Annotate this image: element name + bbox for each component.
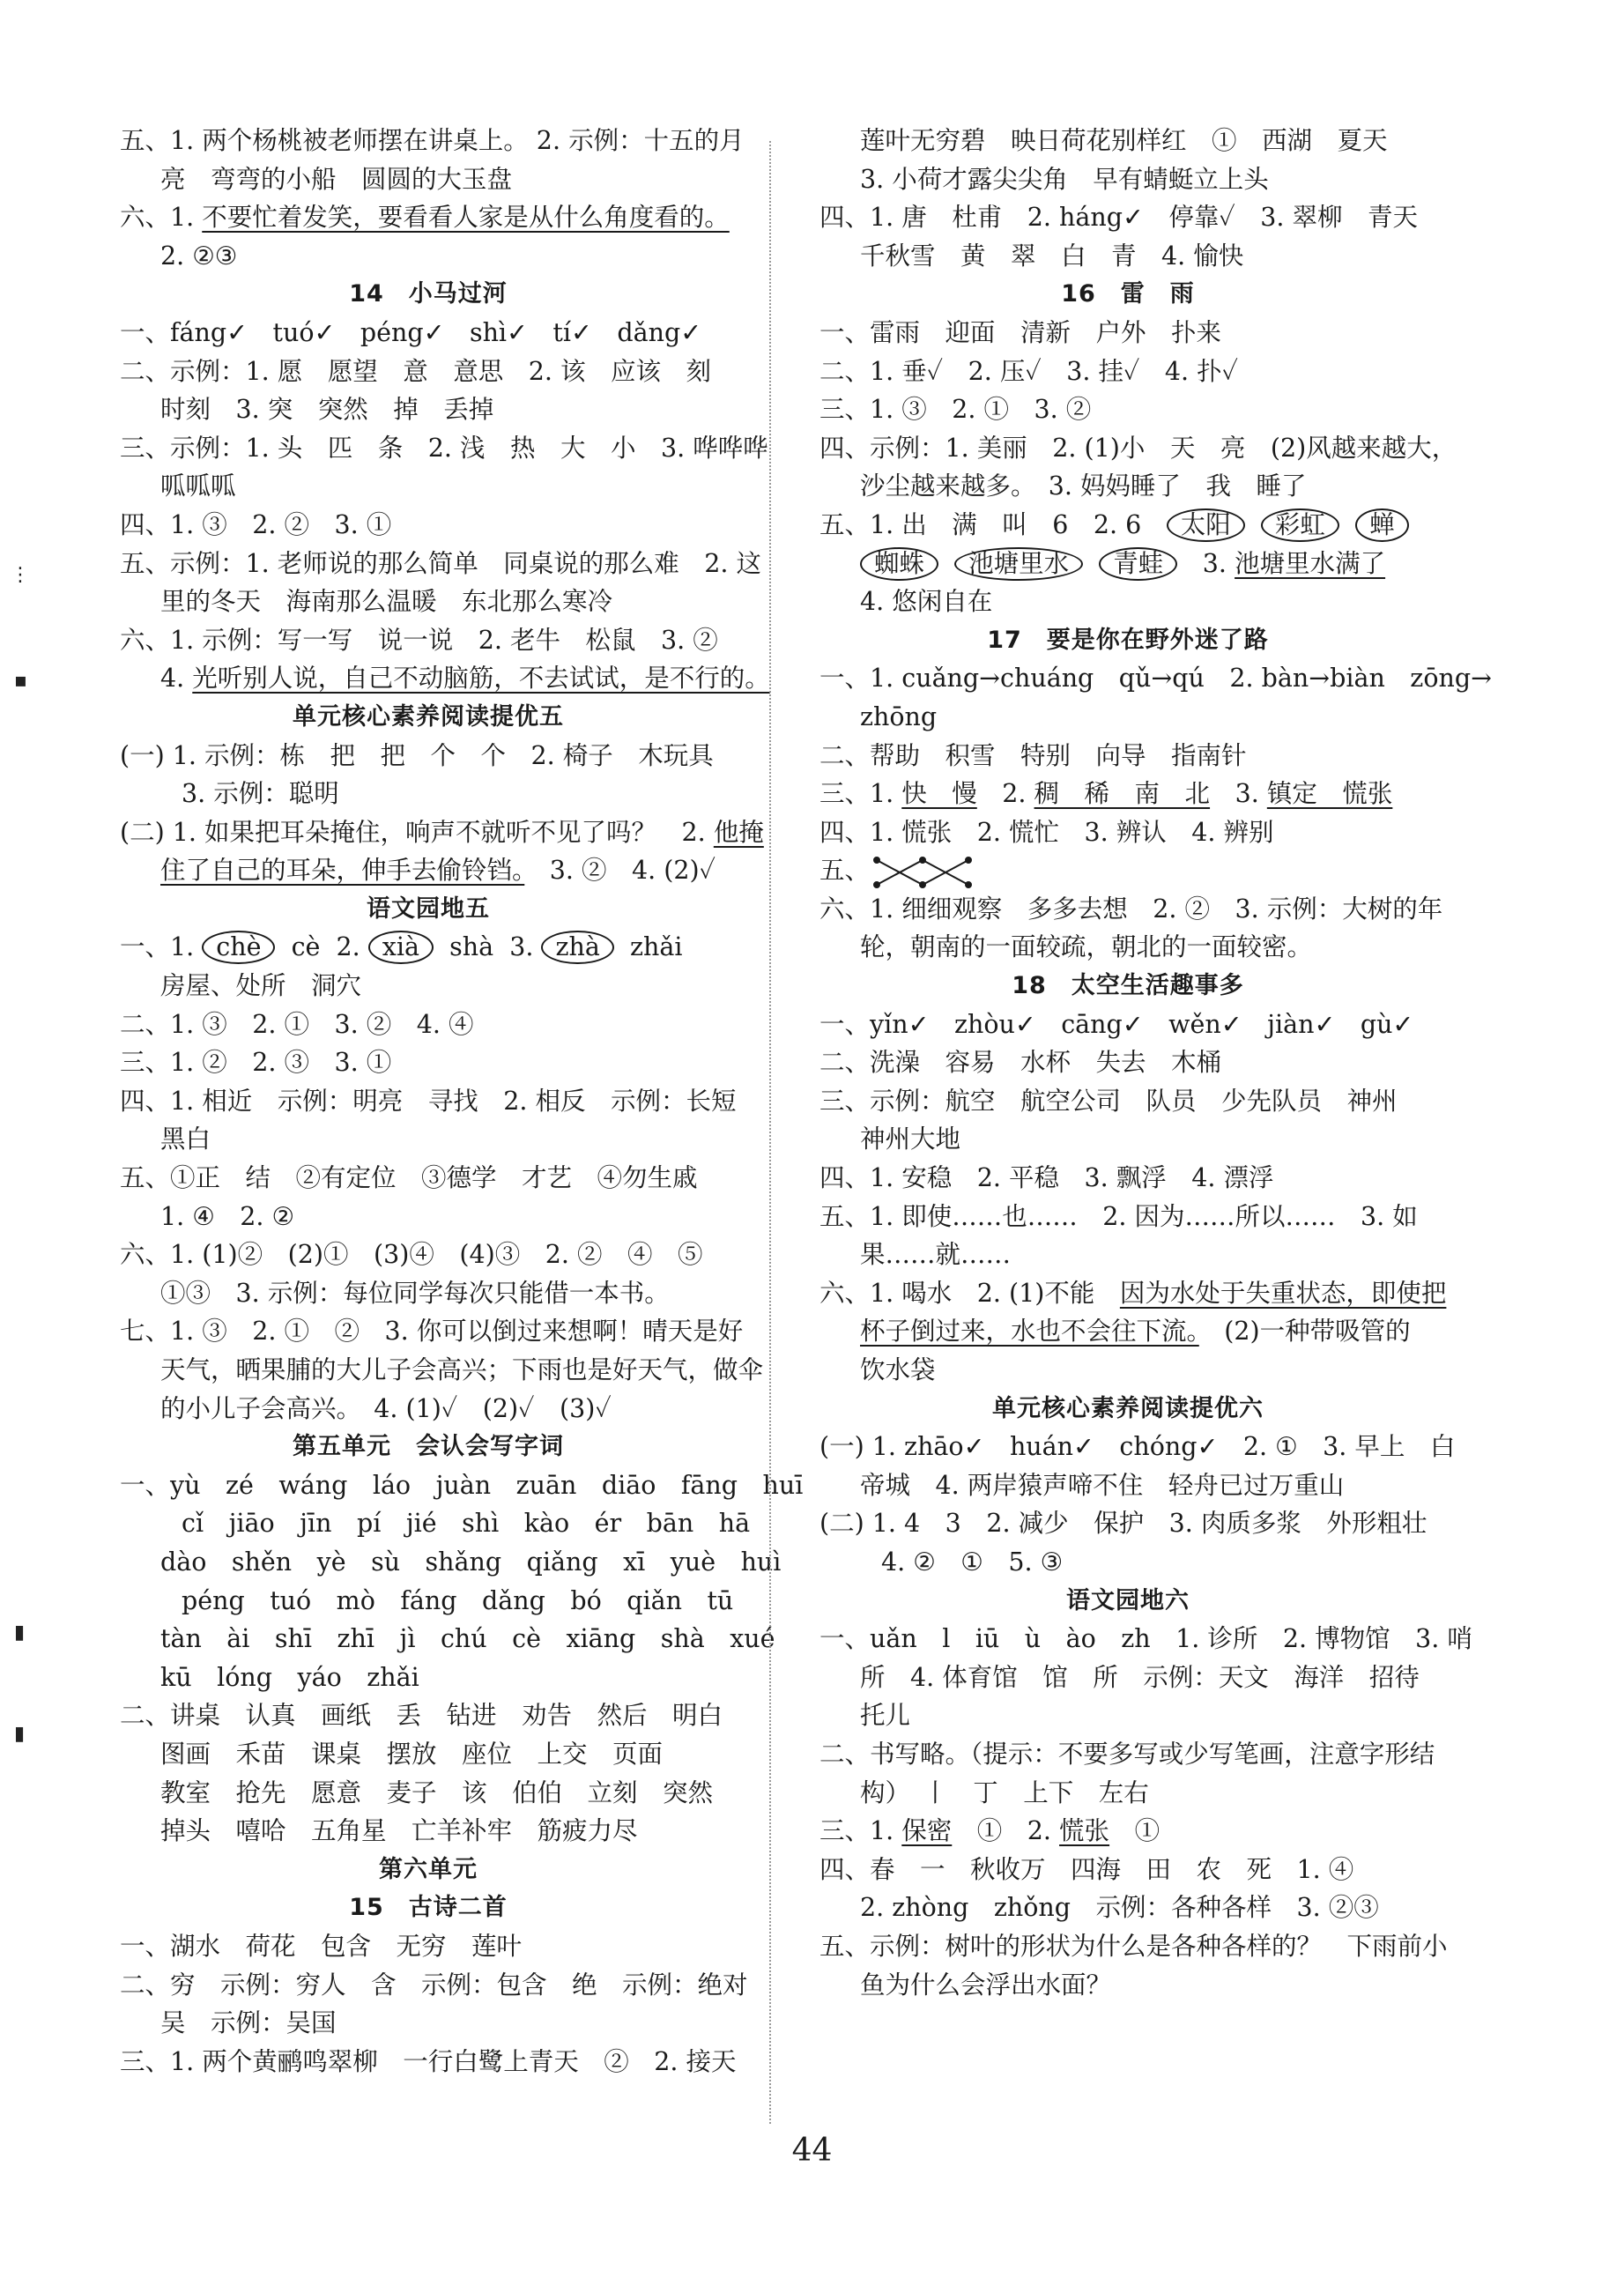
pinyin-line: 一、yù zé wáng láo juàn zuān diāo fāng huī (120, 1470, 804, 1500)
line-prefix: 一、1. (120, 932, 203, 962)
text-line: 饮水袋 (860, 1355, 936, 1384)
text-line (819, 1312, 1436, 1351)
page-number: 44 (791, 2133, 833, 2169)
underlined-answer: 不要忙着发笑，要看看人家是从什么角度看的。 (202, 203, 730, 233)
text-line: 黑白 (160, 1124, 211, 1154)
text-line (819, 545, 1436, 583)
section-title: 单元核心素养阅读提优五 (293, 702, 564, 731)
unit-title: 第六单元 (379, 1855, 478, 1883)
text-line: 3. 示例：聪明 (182, 779, 339, 809)
text-line: 二、穷 示例：穷人 含 示例：包含 绝 示例：绝对 (120, 1970, 748, 2000)
underlined-answer: 池塘里水满了 (1235, 548, 1386, 578)
text-line: 三、1. ③ 2. ① 3. ② (819, 395, 1092, 425)
text-line (819, 775, 1436, 813)
text-line: 教室 抢先 愿意 麦子 该 伯伯 立刻 突然 (160, 1777, 714, 1807)
text-line (819, 851, 1436, 890)
line-middle: ① 2. (952, 1816, 1060, 1846)
text-line: 四、1. 唐 杜甫 2. háng✓ 停靠✓ 3. 翠柳 青天 (819, 203, 1418, 233)
text-line: 二、讲桌 认真 画纸 丢 钻进 劝告 然后 明白 (120, 1701, 723, 1731)
text-line (819, 1812, 1436, 1851)
text-line: 轮，朝南的一面较疏，朝北的一面较密。 (860, 932, 1313, 962)
binding-mark: ▮ (14, 1621, 26, 1644)
text-line: 四、1. 安稳 2. 平稳 3. 飘浮 4. 漂浮 (819, 1163, 1274, 1193)
text-line (819, 1274, 1447, 1313)
line-prefix: 三、1. (819, 779, 902, 809)
lesson-title: 14 小马过河 (349, 280, 508, 308)
text-line: 天气，晒果脯的大儿子会高兴；下雨也是好天气，做伞 (160, 1355, 764, 1384)
line-prefix: 五、 (819, 856, 871, 886)
text-line: 一、1. cuǎng→chuáng qǔ→qú 2. bàn→biàn zōng→ (819, 664, 1492, 694)
text-line: 托儿 (860, 1701, 911, 1731)
text-line: 三、1. ② 2. ③ 3. ① (120, 1048, 392, 1078)
text-line: 构） 丨 丁 上下 左右 (860, 1777, 1149, 1807)
text-line: 二、示例：1. 愿 愿望 意 意思 2. 该 应该 刻 (120, 356, 712, 386)
text-line: 鱼为什么会浮出水面？ (860, 1970, 1112, 2000)
binding-mark: ▪ (14, 670, 27, 692)
text-line (120, 813, 764, 852)
right-column (819, 122, 1492, 2004)
section-title: 语文园地六 (1066, 1586, 1190, 1614)
text-line: 五、示例：1. 老师说的那么简单 同桌说的那么难 2. 这 (120, 548, 762, 578)
text-line: 呱呱呱 (160, 471, 236, 501)
pinyin: shà (449, 932, 494, 962)
text-line: 果……就…… (860, 1240, 1012, 1270)
text-line: 亮 弯弯的小船 圆圆的大玉盘 (160, 164, 513, 194)
text-line: 所 4. 体育馆 馆 所 示例：天文 海洋 招待 (860, 1662, 1420, 1692)
text-line: 一、湖水 荷花 包含 无穷 莲叶 (120, 1931, 523, 1961)
text-line: 六、1. 示例：写一写 说一说 2. 老牛 松鼠 3. ② (120, 625, 718, 655)
text-line: 四、1. 慌张 2. 慌忙 3. 辨认 4. 辨别 (819, 817, 1274, 847)
text-line: 4. 悠闲自在 (860, 587, 993, 617)
lesson-title: 15 古诗二首 (349, 1894, 508, 1922)
lesson-title: 18 太空生活趣事多 (1012, 972, 1244, 1000)
underlined-answer: 他掩 (713, 817, 764, 847)
section-title: 单元核心素养阅读提优六 (992, 1394, 1264, 1422)
text-line: 一、1. chè cè 2. xià shà 3. zhà zhǎi (120, 928, 737, 967)
text-line: 二、帮助 积雪 特别 向导 指南针 (819, 740, 1247, 770)
text-line: 六、1. 细细观察 多多去想 2. ② 3. 示例：大树的年 (819, 894, 1443, 924)
underlined-answer: 杯子倒过来，水也不会往下流。 (860, 1317, 1199, 1347)
pinyin: zhǎi (629, 932, 683, 962)
text-line: 四、示例：1. 美丽 2. (1)小 天 亮 (2)风越来越大， (819, 433, 1457, 463)
line-prefix: 4. (160, 664, 193, 694)
text-line: 四、春 一 秋收万 四海 田 农 死 1. ④ (819, 1854, 1354, 1884)
text-line: 2. zhòng zhǒng 示例：各种各样 3. ②③ (860, 1893, 1379, 1923)
underlined-answer: 慌张 (1059, 1816, 1110, 1846)
pinyin-line: tàn ài shī zhī jì chú cè xiāng shà xué (160, 1624, 775, 1654)
circled-word: 太阳 (1167, 508, 1245, 542)
line-prefix: 六、1. 喝水 2. (1)不能 (819, 1278, 1120, 1308)
text-line: 1. ④ 2. ② (160, 1201, 295, 1231)
text-line: 三、示例：1. 头 匹 条 2. 浅 热 大 小 3. 哗哗哗 (120, 433, 768, 463)
text-line: 掉头 嘻哈 五角星 亡羊补牢 筋疲力尽 (160, 1816, 638, 1846)
line-middle: 3. (1210, 779, 1267, 809)
text-line: (一) 1. zhāo✓ huán✓ chóng✓ 2. ① 3. 早上 白 (819, 1432, 1456, 1462)
underlined-answer: 保密 (901, 1816, 953, 1846)
text-line: 千秋雪 黄 翠 白 青 4. 愉快 (860, 241, 1244, 271)
text-line: 莲叶无穷碧 映日荷花别样红 ① 西湖 夏天 (860, 126, 1388, 155)
text-line: 五、1. 两个杨桃被老师摆在讲桌上。 2. 示例：十五的月 (120, 126, 745, 155)
binding-mark: ⋮ (11, 564, 30, 586)
text-line: 一、uǎn l iū ù ào zh 1. 诊所 2. 博物馆 3. 哨 (819, 1624, 1472, 1654)
text-line: 一、yǐn✓ zhòu✓ cāng✓ wěn✓ jiàn✓ gù✓ (819, 1009, 1414, 1039)
text-line: 一、雷雨 迎面 清新 户外 扑来 (819, 317, 1222, 347)
underlined-answer: 镇定 慌张 (1266, 779, 1393, 809)
line-middle: 2. (976, 779, 1034, 809)
pinyin-line: péng tuó mò fáng dǎng bó qiǎn tū (182, 1585, 734, 1615)
text-line: 沙尘越来越多。 3. 妈妈睡了 我 睡了 (860, 471, 1307, 501)
text-line: 六、1. (1)② (2)① (3)④ (4)③ 2. ② ④ ⑤ (120, 1240, 703, 1270)
line-suffix: 3. ② 4. (2)✓ (524, 856, 716, 886)
line-prefix: 六、1. (120, 203, 203, 233)
circled-pinyin: xià (368, 931, 434, 964)
text-line (120, 659, 770, 698)
text-line: 一、fáng✓ tuó✓ péng✓ shì✓ tí✓ dǎng✓ (120, 317, 702, 347)
underlined-answer: 快 慢 (901, 779, 977, 809)
line-suffix: 3. (1177, 548, 1235, 578)
left-column (120, 122, 804, 2081)
text-line: 四、1. 相近 示例：明亮 寻找 2. 相反 示例：长短 (120, 1086, 737, 1116)
text-line: 四、1. ③ 2. ② 3. ① (120, 509, 392, 539)
text-line (120, 198, 737, 237)
line-middle: ① (1109, 1816, 1161, 1846)
text-line (819, 506, 1436, 545)
text-line: 三、示例：航空 航空公司 队员 少先队员 神州 (819, 1086, 1398, 1116)
pinyin-line: cǐ jiāo jīn pí jié shì kào ér bān hā (182, 1509, 751, 1539)
text-line: 图画 禾苗 课桌 摆放 座位 上交 页面 (160, 1739, 664, 1769)
text-line: 五、①正 结 ②有定位 ③德学 才艺 ④勿生戚 (120, 1163, 698, 1193)
text-line: 吴 示例：吴国 (160, 2008, 337, 2038)
text-line: 三、1. 两个黄鹂鸣翠柳 一行白鹭上青天 ② 2. 接天 (120, 2046, 737, 2076)
pinyin: cè (291, 932, 321, 962)
text-line (120, 851, 737, 890)
circled-word: 彩虹 (1261, 508, 1339, 542)
section-title: 第五单元 会认会写字词 (293, 1433, 564, 1461)
circled-word: 蜘蛛 (860, 547, 938, 581)
text-line: 2. ②③ (160, 241, 238, 271)
underlined-answer: 光听别人说，自己不动脑筋，不去试试，是不行的。 (192, 664, 770, 694)
text-line: 房屋、处所 洞穴 (160, 971, 362, 1001)
pinyin-line: kū lóng yáo zhǎi (160, 1662, 419, 1692)
text-line: 二、书写略。（提示：不要多写或少写笔画，注意字形结 (819, 1739, 1435, 1769)
underlined-answer: 住了自己的耳朵，伸手去偷铃铛。 (160, 856, 525, 886)
text-line: (一) 1. 示例：栋 把 把 个 个 2. 椅子 木玩具 (120, 740, 714, 770)
text-line: ①③ 3. 示例：每位同学每次只能借一本书。 (160, 1278, 670, 1308)
text-line: 3. 小荷才露尖尖角 早有蜻蜓立上头 (860, 164, 1269, 194)
section-title: 语文园地五 (367, 894, 490, 923)
text-line: 二、1. ③ 2. ① 3. ② 4. ④ (120, 1009, 474, 1039)
lesson-title: 17 要是你在野外迷了路 (987, 626, 1269, 654)
line-prefix: 三、1. (819, 1816, 902, 1846)
underlined-answer: 稠 稀 南 北 (1034, 779, 1211, 809)
text-line: 里的冬天 海南那么温暖 东北那么寒冷 (160, 587, 613, 617)
text-line: zhōng (860, 701, 938, 731)
text-line: 时刻 3. 突 突然 掉 丢掉 (160, 395, 494, 425)
circled-word: 池塘里水 (954, 547, 1083, 581)
text-line: (二) 1. 4 3 2. 减少 保护 3. 肉质多浆 外形粗壮 (819, 1509, 1427, 1539)
text-line: 神州大地 (860, 1124, 961, 1154)
line-suffix: (2)一种带吸管的 (1198, 1317, 1411, 1347)
underlined-answer: 因为水处于失重状态，即使把 (1119, 1278, 1447, 1308)
pinyin-line: dào shěn yè sù shǎng qiǎng xī yuè huì (160, 1547, 782, 1577)
text-line: 二、洗澡 容易 水杯 失去 木桶 (819, 1048, 1222, 1078)
circled-pinyin: chè (202, 931, 275, 964)
line-prefix: 五、1. 出 满 叫 6 2. 6 (819, 509, 1167, 539)
matching-lines-diagram (870, 855, 975, 890)
circled-pinyin: zhà (541, 931, 613, 964)
text-line: 二、1. 垂✓ 2. 压✓ 3. 挂✓ 4. 扑✓ (819, 356, 1239, 386)
text-line: 4. ② ① 5. ③ (881, 1547, 1064, 1577)
line-prefix: (二) 1. 如果把耳朵掩住，响声不就听不见了吗？ 2. (120, 817, 714, 847)
text-line: 五、示例：树叶的形状为什么是各种各样的？ 下雨前小 (819, 1931, 1448, 1961)
text-line: 五、1. 即使……也…… 2. 因为……所以…… 3. 如 (819, 1201, 1418, 1231)
text-line: 帝城 4. 两岸猿声啼不住 轻舟已过万重山 (860, 1470, 1345, 1500)
column-divider (769, 141, 771, 2124)
binding-mark: ▮ (14, 1723, 26, 1745)
lesson-title: 16 雷 雨 (1061, 280, 1195, 308)
text-line: 七、1. ③ 2. ① ② 3. 你可以倒过来想啊！晴天是好 (120, 1317, 744, 1347)
text-line: 的小儿子会高兴。 4. (1)✓ (2)✓ (3)✓ (160, 1393, 612, 1423)
circled-word: 蝉 (1355, 508, 1409, 542)
circled-word: 青蛙 (1099, 547, 1177, 581)
